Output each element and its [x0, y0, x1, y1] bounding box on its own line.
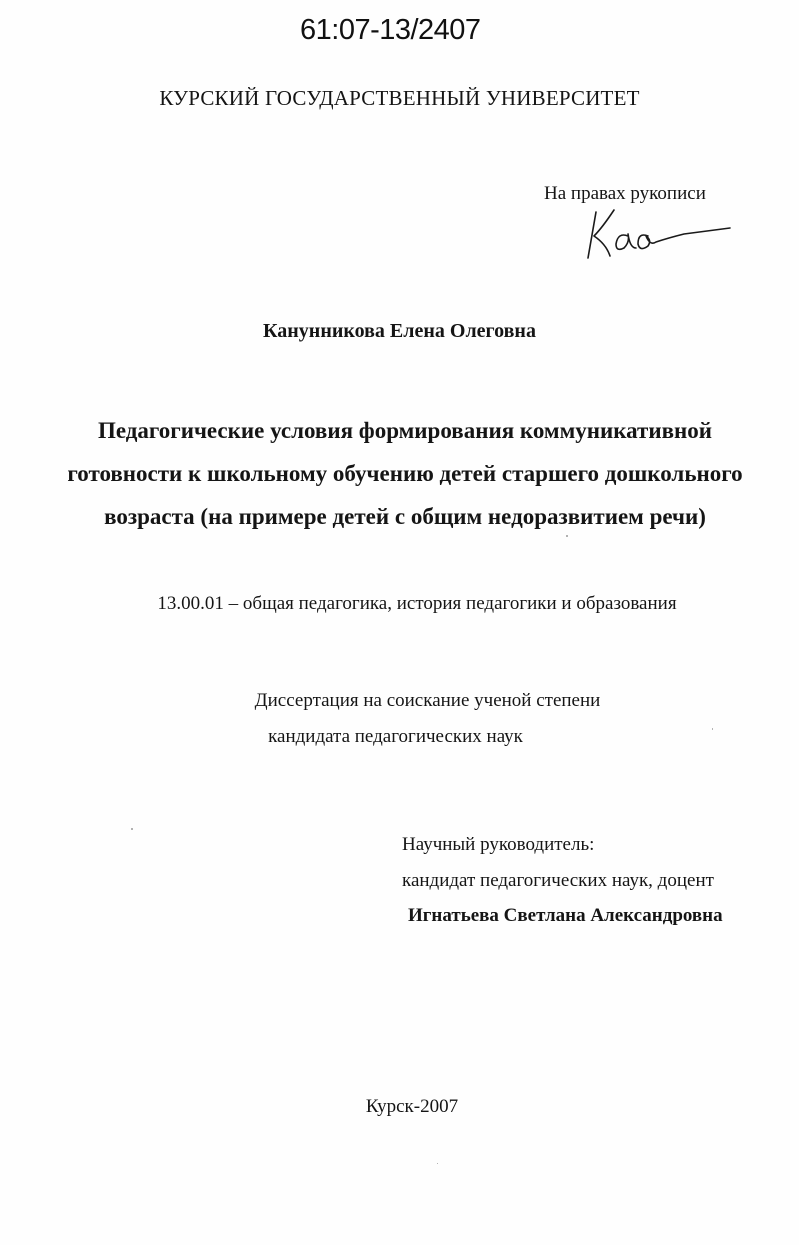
title-line: Педагогические условия формирования коммуникативной: [97, 418, 713, 443]
scan-speck: [437, 1163, 438, 1164]
title-line: возраста (на примере детей с общим недоразвитием речи): [104, 504, 706, 529]
title-line: готовности к школьному обучению детей старшего дошкольного: [67, 461, 743, 486]
scan-speck: [131, 828, 133, 830]
specialty-code: 13.00.01 – общая педагогика, история педагогики и образования: [157, 593, 677, 614]
degree-line: Диссертация на соискание ученой степени: [254, 690, 601, 711]
handwritten-signature: [584, 202, 734, 260]
supervisor-label: Научный руководитель:: [402, 834, 595, 855]
manuscript-rights-note: На правах рукописи: [544, 183, 706, 204]
scan-speck: [712, 728, 713, 730]
scan-speck: [566, 535, 568, 537]
author-name: Канунникова Елена Олеговна: [263, 320, 536, 342]
supervisor-rank: кандидат педагогических наук, доцент: [402, 870, 714, 891]
supervisor-name: Игнатьева Светлана Александровна: [408, 905, 723, 926]
dissertation-title: [60, 409, 750, 538]
place-and-year: Курск-2007: [365, 1096, 459, 1117]
university-name: КУРСКИЙ ГОСУДАРСТВЕННЫЙ УНИВЕРСИТЕТ: [159, 86, 640, 110]
archive-number: 61:07-13/2407: [300, 14, 481, 46]
degree-line: кандидата педагогических наук: [268, 726, 523, 747]
